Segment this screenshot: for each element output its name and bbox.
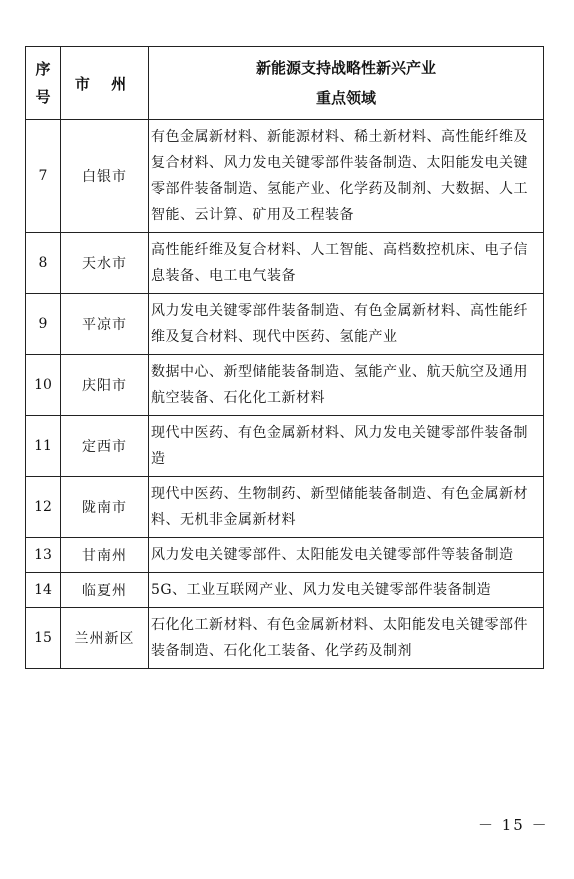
row-city: 庆阳市 xyxy=(61,355,149,416)
row-description: 现代中医药、生物制药、新型储能装备制造、有色金属新材料、无机非金属新材料 xyxy=(149,477,544,538)
row-number: 14 xyxy=(26,573,61,608)
row-city: 白银市 xyxy=(61,120,149,233)
table-row xyxy=(26,355,544,416)
row-number: 13 xyxy=(26,538,61,573)
row-description: 风力发电关键零部件、太阳能发电关键零部件等装备制造 xyxy=(149,538,544,573)
row-number: 8 xyxy=(26,233,61,294)
row-description: 5G、工业互联网产业、风力发电关键零部件装备制造 xyxy=(149,573,544,608)
table-header-row xyxy=(26,47,544,120)
table-row xyxy=(26,233,544,294)
header-number-line2: 号 xyxy=(35,88,51,106)
row-description: 石化化工新材料、有色金属新材料、太阳能发电关键零部件装备制造、石化化工装备、化学药及制剂 xyxy=(149,608,544,669)
row-city: 定西市 xyxy=(61,416,149,477)
row-number: 7 xyxy=(26,120,61,233)
row-number: 11 xyxy=(26,416,61,477)
row-city: 甘南州 xyxy=(61,538,149,573)
table-row xyxy=(26,538,544,573)
row-number: 12 xyxy=(26,477,61,538)
header-city: 市 州 xyxy=(61,47,149,120)
table-row xyxy=(26,573,544,608)
row-number: 10 xyxy=(26,355,61,416)
row-description: 风力发电关键零部件装备制造、有色金属新材料、高性能纤维及复合材料、现代中医药、氢能产业 xyxy=(149,294,544,355)
header-description-line2: 重点领域 xyxy=(315,89,376,107)
header-number-line1: 序 xyxy=(35,60,51,78)
row-description: 高性能纤维及复合材料、人工智能、高档数控机床、电子信息装备、电工电气装备 xyxy=(149,233,544,294)
header-description-line1: 新能源支持战略性新兴产业 xyxy=(255,59,436,77)
table-row xyxy=(26,120,544,233)
table-body xyxy=(26,120,544,669)
header-number xyxy=(26,47,61,120)
table-row xyxy=(26,608,544,669)
row-city: 天水市 xyxy=(61,233,149,294)
row-number: 9 xyxy=(26,294,61,355)
table-row xyxy=(26,477,544,538)
row-description: 现代中医药、有色金属新材料、风力发电关键零部件装备制造 xyxy=(149,416,544,477)
row-city: 陇南市 xyxy=(61,477,149,538)
row-city: 临夏州 xyxy=(61,573,149,608)
table-row xyxy=(26,294,544,355)
row-description: 有色金属新材料、新能源材料、稀土新材料、高性能纤维及复合材料、风力发电关键零部件装备制造、太阳能发电关键零部件装备制造、氢能产业、化学药及制剂、大数据、人工智能、云计算、矿用及工程装备 xyxy=(149,120,544,233)
industry-table xyxy=(25,46,544,669)
row-city: 兰州新区 xyxy=(61,608,149,669)
table-row xyxy=(26,416,544,477)
header-description xyxy=(149,47,544,120)
page-number: － 15 － xyxy=(478,816,549,834)
row-number: 15 xyxy=(26,608,61,669)
row-description: 数据中心、新型储能装备制造、氢能产业、航天航空及通用航空装备、石化化工新材料 xyxy=(149,355,544,416)
row-city: 平凉市 xyxy=(61,294,149,355)
